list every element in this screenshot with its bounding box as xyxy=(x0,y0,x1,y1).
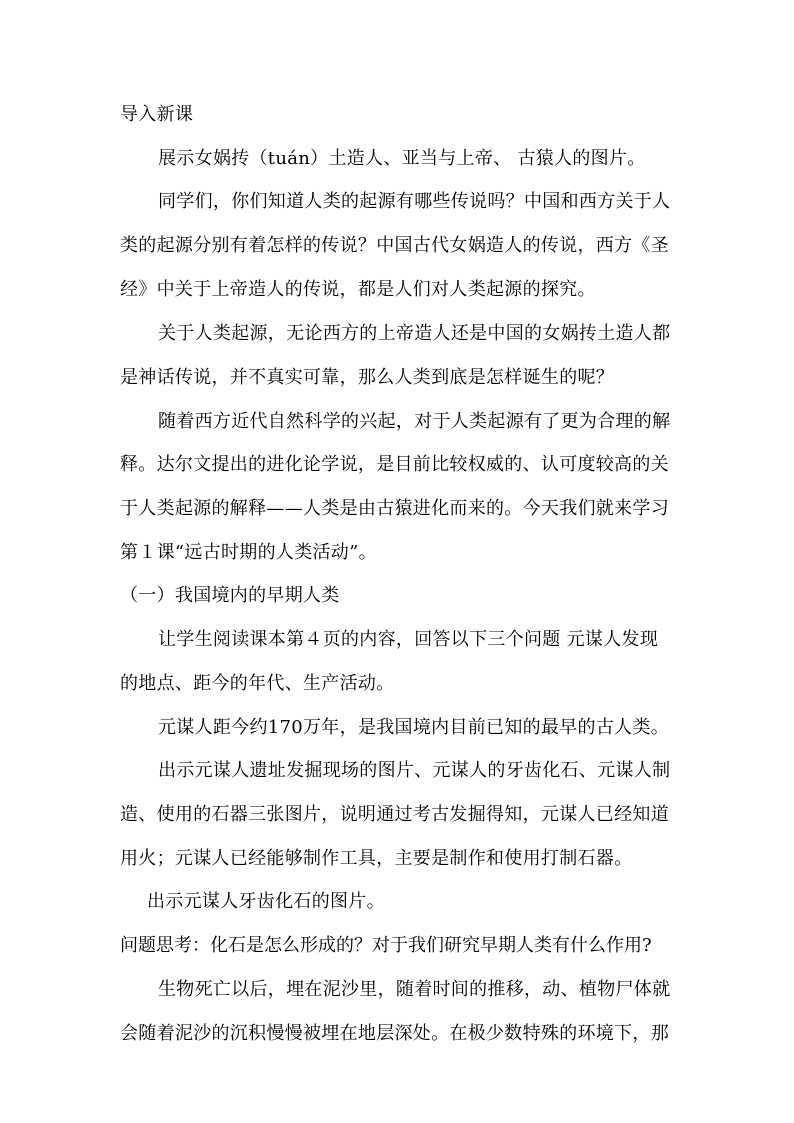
paragraph-line: 用火；元谋人已经能够制作工具，主要是制作和使用打制石器。 xyxy=(120,848,633,869)
paragraph-line: 类的起源分别有着怎样的传说？中国古代女娲造人的传说，西方《圣 xyxy=(120,235,669,256)
paragraph-line: 释。达尔文提出的进化论学说，是目前比较权威的、认可度较高的关 xyxy=(120,454,669,475)
paragraph-line: 会随着泥沙的沉积慢慢被埋在地层深处。在极少数特殊的环境下，那 xyxy=(120,1023,669,1044)
paragraph-line: 造、使用的石器三张图片，说明通过考古发掘得知，元谋人已经知道 xyxy=(120,804,669,825)
paragraph-line: 生物死亡以后，埋在泥沙里，随着时间的推移，动、植物尸体就 xyxy=(158,979,671,1000)
paragraph-line: 出示元谋人遗址发掘现场的图片、元谋人的牙齿化石、元谋人制 xyxy=(158,760,671,781)
paragraph-line: 经》中关于上帝造人的传说，都是人们对人类起源的探究。 xyxy=(120,279,596,300)
paragraph-line: 第１课“远古时期的人类活动”。 xyxy=(120,542,377,563)
paragraph-line: 让学生阅读课本第４页的内容，回答以下三个问题 元谋人发现 xyxy=(158,629,659,650)
paragraph-line: 同学们，你们知道人类的起源有哪些传说吗？中国和西方关于人 xyxy=(158,191,671,212)
section-title: （一）我国境内的早期人类 xyxy=(120,585,340,606)
paragraph-line: 于人类起源的解释——人类是由古猿进化而来的。今天我们就来学习 xyxy=(120,498,669,519)
paragraph-line: 展示女娲抟（tuán）土造人、亚当与上帝、 古猿人的图片。 xyxy=(158,148,646,169)
paragraph-line: 出示元谋人牙齿化石的图片。 xyxy=(147,891,385,912)
intro-heading: 导入新课 xyxy=(120,104,194,125)
paragraph-line: 元谋人距今约170万年，是我国境内目前已知的最早的古人类。 xyxy=(158,717,670,738)
paragraph-line: 的地点、距今的年代、生产活动。 xyxy=(120,673,395,694)
paragraph-line: 关于人类起源，无论西方的上帝造人还是中国的女娲抟土造人都 xyxy=(158,323,671,344)
question-line: 问题思考：化石是怎么形成的？对于我们研究早期人类有什么作用? xyxy=(120,935,652,956)
paragraph-line: 是神话传说，并不真实可靠，那么人类到底是怎样诞生的呢？ xyxy=(120,367,615,388)
paragraph-line: 随着西方近代自然科学的兴起，对于人类起源有了更为合理的解 xyxy=(158,411,671,432)
